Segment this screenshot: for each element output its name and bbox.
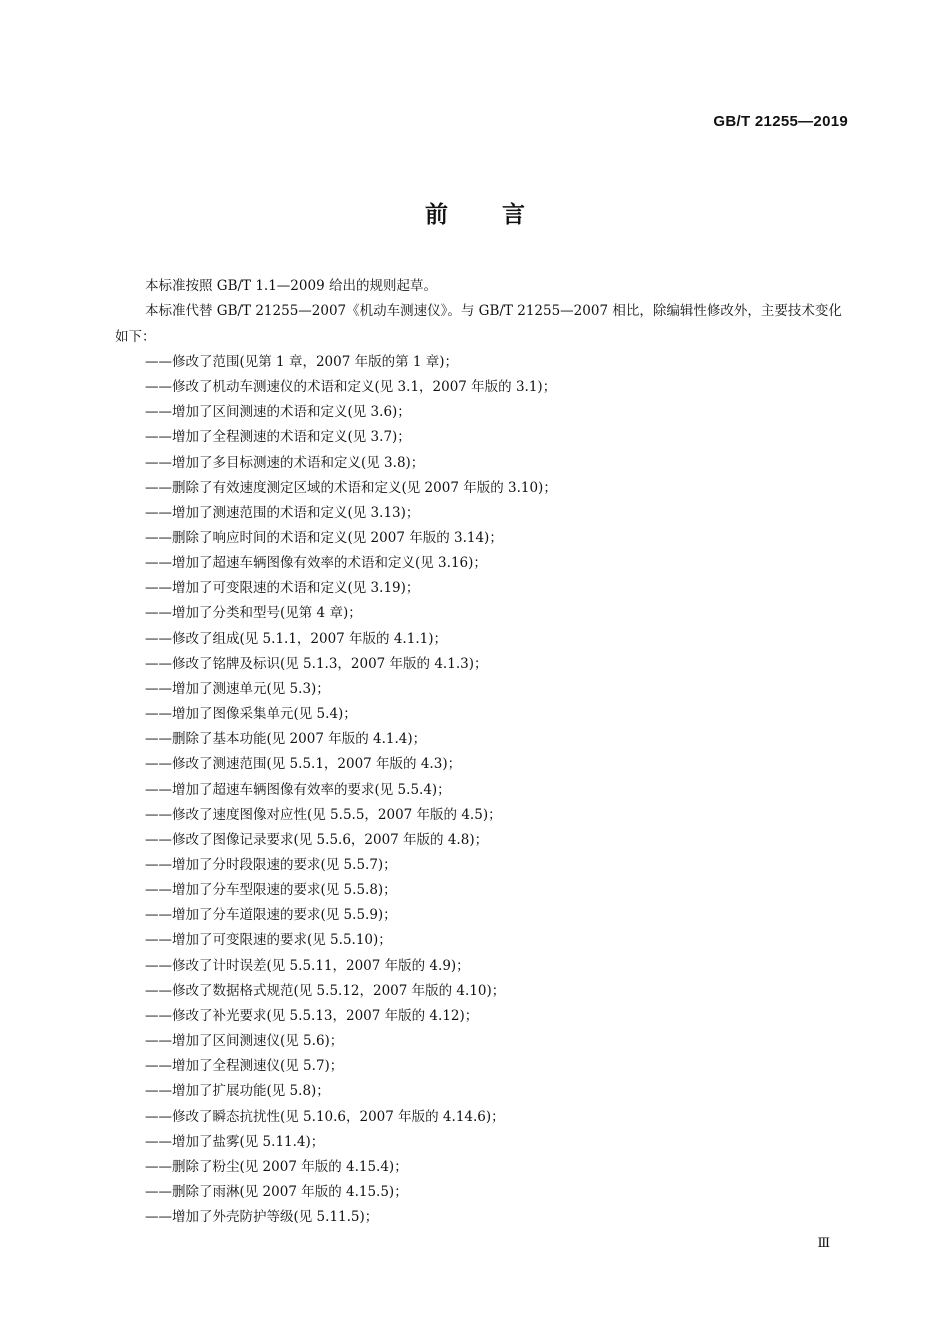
list-item: ——删除了粉尘(见 2007 年版的 4.15.4)；: [145, 1158, 408, 1175]
paragraph-replacement: 本标准代替 GB/T 21255—2007《机动车测速仪》。与 GB/T 21255—2007 相比，除编辑性修改外，主要技术变化如下：: [115, 303, 842, 345]
list-item: ——删除了雨淋(见 2007 年版的 4.15.5)；: [145, 1184, 408, 1201]
list-item: ——增加了可变限速的要求(见 5.5.10)；: [145, 932, 392, 949]
list-item: ——修改了组成(见 5.1.1，2007 年版的 4.1.1)；: [145, 630, 447, 647]
list-item: ——增加了分车型限速的要求(见 5.5.8)；: [145, 882, 397, 899]
list-item: ——修改了速度图像对应性(见 5.5.5，2007 年版的 4.5)；: [145, 806, 502, 823]
list-item: ——删除了有效速度测定区域的术语和定义(见 2007 年版的 3.10)；: [145, 479, 557, 496]
list-item: ——增加了区间测速的术语和定义(见 3.6)；: [145, 404, 411, 421]
list-item: ——修改了测速范围(见 5.5.1，2007 年版的 4.3)；: [145, 756, 462, 773]
list-item: ——修改了补光要求(见 5.5.13，2007 年版的 4.12)；: [145, 1007, 479, 1024]
list-item: ——增加了分车道限速的要求(见 5.5.9)；: [145, 907, 397, 924]
list-item: ——增加了测速单元(见 5.3)；: [145, 680, 330, 697]
list-item: ——修改了铭牌及标识(见 5.1.3，2007 年版的 4.1.3)；: [145, 655, 488, 672]
list-item: ——修改了瞬态抗扰性(见 5.10.6，2007 年版的 4.14.6)；: [145, 1108, 505, 1125]
list-item: ——增加了超速车辆图像有效率的术语和定义(见 3.16)；: [145, 555, 487, 572]
changes-list: [115, 350, 850, 1230]
list-item: ——修改了图像记录要求(见 5.5.6，2007 年版的 4.8)；: [145, 831, 489, 848]
page-number: Ⅲ: [817, 1236, 830, 1251]
list-item: ——修改了机动车测速仪的术语和定义(见 3.1，2007 年版的 3.1)；: [145, 379, 557, 396]
list-item: ——增加了区间测速仪(见 5.6)；: [145, 1033, 344, 1050]
list-item: ——增加了可变限速的术语和定义(见 3.19)；: [145, 580, 420, 597]
list-item: ——修改了计时误差(见 5.5.11，2007 年版的 4.9)；: [145, 957, 470, 974]
list-item: ——修改了范围(见第 1 章，2007 年版的第 1 章)；: [145, 353, 459, 370]
list-item: ——增加了外壳防护等级(见 5.11.5)；: [145, 1209, 379, 1226]
standard-number: GB/T 21255—2019: [713, 113, 848, 130]
list-item: ——增加了超速车辆图像有效率的要求(见 5.5.4)；: [145, 781, 451, 798]
list-item: ——修改了数据格式规范(见 5.5.12，2007 年版的 4.10)；: [145, 982, 506, 999]
list-item: ——增加了图像采集单元(见 5.4)；: [145, 706, 357, 723]
list-item: ——增加了多目标测速的术语和定义(见 3.8)；: [145, 454, 425, 471]
paragraph-drafting-rules: 本标准按照 GB/T 1.1—2009 给出的规则起草。: [145, 278, 437, 294]
list-item: ——增加了全程测速的术语和定义(见 3.7)；: [145, 429, 411, 446]
list-item: ——增加了测速范围的术语和定义(见 3.13)；: [145, 504, 420, 521]
document-body: [115, 274, 850, 1230]
list-item: ——增加了全程测速仪(见 5.7)；: [145, 1058, 344, 1075]
list-item: ——删除了基本功能(见 2007 年版的 4.1.4)；: [145, 731, 427, 748]
list-item: ——删除了响应时间的术语和定义(见 2007 年版的 3.14)；: [145, 529, 503, 546]
page-title: 前言: [425, 202, 579, 228]
list-item: ——增加了扩展功能(见 5.8)；: [145, 1083, 330, 1100]
list-item: ——增加了盐雾(见 5.11.4)；: [145, 1133, 325, 1150]
list-item: ——增加了分类和型号(见第 4 章)；: [145, 605, 362, 622]
list-item: ——增加了分时段限速的要求(见 5.5.7)；: [145, 857, 397, 874]
